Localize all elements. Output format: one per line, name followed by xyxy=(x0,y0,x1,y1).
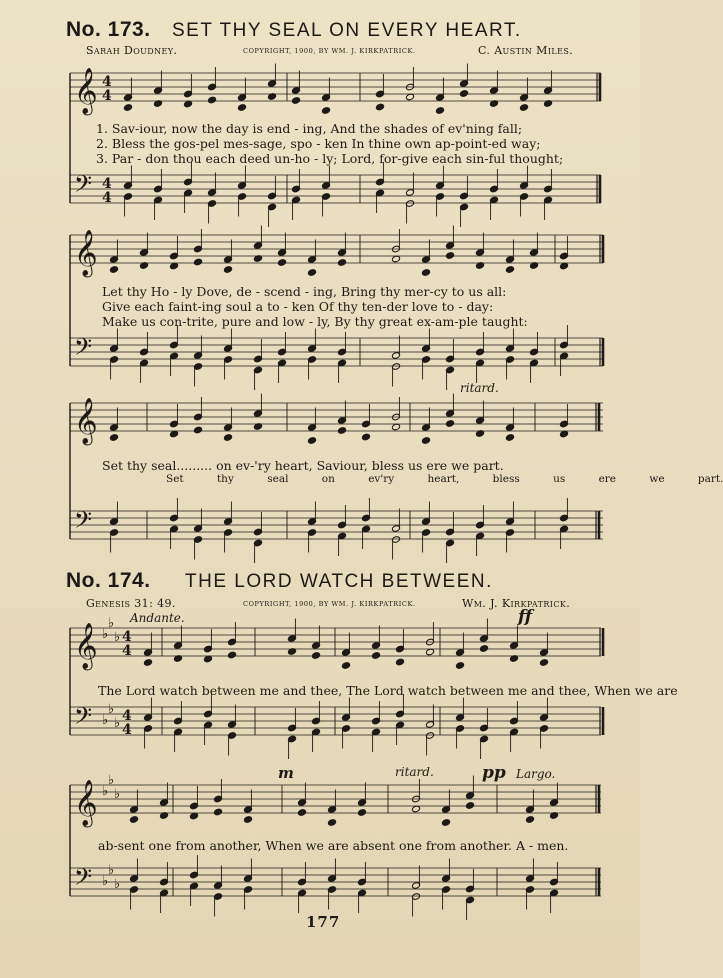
hymn-174-ritard: ritard. xyxy=(395,765,434,779)
hymn-173-system-1-bass-clef: 𝄢 xyxy=(74,170,93,203)
hymn-174-composer: Wm. J. Kirkpatrick. xyxy=(462,597,571,610)
hymn-173-system-2-bass-clef: 𝄢 xyxy=(74,333,93,366)
hymn-174-system-2-treble-alto-note xyxy=(442,819,451,827)
hymn-173-system-2-treble-alto-note xyxy=(446,252,455,260)
hymn-173-system-3-treble-alto-note xyxy=(362,433,371,441)
hymn-174-system-1-treble-alto-note xyxy=(396,658,405,666)
hymn-174-system-2-treble-alto-note xyxy=(358,809,367,817)
hymn-173-system-3-treble-alto-note xyxy=(422,437,431,445)
hymn-173-system-2-treble-alto-note xyxy=(224,266,233,274)
hymn-173-system-1-treble-alto-note xyxy=(436,107,445,115)
hymn-173-system-1-treble-alto-note xyxy=(376,103,385,111)
hymn-174-title: THE LORD WATCH BETWEEN. xyxy=(185,571,493,592)
hymn-174-system-1-treble-alto-note xyxy=(540,659,549,667)
hymn-174-system-1-treble-key-flat: ♭ xyxy=(114,630,121,645)
hymn-173-system-1-treble-alto-note xyxy=(322,107,331,115)
hymn-173-system-1-bass-time-top: 4 xyxy=(102,176,112,192)
hymn-174-pianissimo: pp xyxy=(482,763,506,783)
hymn-174-system-1-treble-alto-note xyxy=(312,652,321,660)
hymn-173-system-3-treble-clef: 𝄞 xyxy=(74,398,98,444)
hymn-174-system-2-treble-alto-note xyxy=(130,816,139,824)
hymn-173-system-3-treble-alto-note xyxy=(506,434,515,442)
hymn-174-system-2-treble-clef: 𝄞 xyxy=(74,780,98,826)
hymn-174-system-2-bass-clef: 𝄢 xyxy=(74,863,93,896)
hymn-173-system-3-treble-alto-note xyxy=(224,434,233,442)
hymn-174-system-1-treble-alto-note xyxy=(342,662,351,670)
hymn-174-system-2-treble-key-flat: ♭ xyxy=(102,784,109,799)
hymn-174-system-1-bass-key-flat: ♭ xyxy=(114,716,121,731)
hymn-174-system-2-bass-key-flat: ♭ xyxy=(102,874,109,889)
hymn-173-system-1-treble-time-bottom: 4 xyxy=(102,88,112,104)
hymn-174-system-1-treble-alto-note xyxy=(228,651,237,659)
hymn-173-system-1-bass-time-bottom: 4 xyxy=(102,190,112,206)
hymn-173-system-3-bass-clef: 𝄢 xyxy=(74,506,93,539)
hymn-173-number: No. 173. xyxy=(66,18,151,41)
hymn-174-system-1-bass-clef: 𝄢 xyxy=(74,702,93,735)
hymn-173-system-2-treble-alto-note xyxy=(110,266,119,274)
hymn-173-verse-2-line-1: 2. Bless the gos-pel mes-sage, spo - ken In thine own ap-point-ed way; xyxy=(96,136,541,151)
hymn-174-scripture: Genesis 31: 49. xyxy=(86,597,176,610)
hymn-174-system-2-treble-alto-note xyxy=(328,819,337,827)
hymn-173-system-3-treble-alto-note xyxy=(338,427,347,435)
hymn-174-copyright: COPYRIGHT, 1900, BY WM. J. KIRKPATRICK. xyxy=(243,600,416,608)
hymn-174-system-1-treble-alto-note xyxy=(372,652,381,660)
hymn-173-system-2-treble-clef: 𝄞 xyxy=(74,230,98,276)
hymn-174-number: No. 174. xyxy=(66,569,151,592)
hymn-174-mezzo: m xyxy=(278,764,294,782)
hymn-174-system-1-treble-key-flat: ♭ xyxy=(102,627,109,642)
hymn-173-verse-2-line-2: Give each faint-ing soul a to - ken Of thy ten-der love to - day: xyxy=(102,299,494,314)
hymn-174-fortissimo: ff xyxy=(518,607,533,627)
hymn-173-system-1-treble-alto-note xyxy=(520,104,529,112)
hymn-174-system-1-treble-alto-note xyxy=(480,645,489,653)
hymn-174-system-1-treble-time-top: 4 xyxy=(122,629,132,645)
hymn-173-system-2-treble-alto-note xyxy=(194,258,203,266)
hymn-174-system-1-treble-time-bottom: 4 xyxy=(122,643,132,659)
hymn-174-lyrics-line-1: The Lord watch between me and thee, The Lord watch between me and thee, When we are xyxy=(98,683,678,698)
hymn-173-system-2-treble-alto-note xyxy=(422,269,431,277)
hymn-173-system-3-treble-alto-note xyxy=(194,426,203,434)
hymn-173-refrain-upper: Set thy seal......... on ev-'ry heart, Saviour, bless us ere we part. xyxy=(102,458,504,473)
hymn-173-system-3-treble-alto-note xyxy=(308,437,317,445)
hymn-173-title: SET THY SEAL ON EVERY HEART. xyxy=(172,20,522,41)
hymn-174-lyrics-line-2: ab-sent one from another, When we are absent one from another. A - men. xyxy=(98,838,569,853)
hymn-174-system-2-bass-key-flat: ♭ xyxy=(114,877,121,892)
hymn-173-system-1-treble-alto-note xyxy=(208,96,217,104)
hymn-173-verse-1-line-1: 1. Sav-iour, now the day is end - ing, And the shades of ev'ning fall; xyxy=(96,121,523,136)
hymn-173-system-1-treble-clef: 𝄞 xyxy=(74,68,98,114)
hymn-174-system-2-bass-key-flat: ♭ xyxy=(108,863,115,878)
hymn-173-system-2-treble-alto-note xyxy=(308,269,317,277)
hymn-174-system-1-bass-time-top: 4 xyxy=(122,708,132,724)
hymn-174-system-1-treble-clef: 𝄞 xyxy=(74,623,98,669)
hymn-174-system-2-treble-alto-note xyxy=(466,802,475,810)
hymn-174-system-2-treble-alto-note xyxy=(526,816,535,824)
hymn-174-system-1-bass-key-flat: ♭ xyxy=(102,713,109,728)
hymn-174-system-2-treble-alto-note xyxy=(298,809,307,817)
hymn-174-system-2-treble-key-flat: ♭ xyxy=(108,773,115,788)
hymn-174-system-2-treble-key-flat: ♭ xyxy=(114,787,121,802)
hymn-173-system-3-treble-alto-note xyxy=(446,420,455,428)
hymn-173-system-1-treble-alto-note xyxy=(292,97,301,105)
hymn-173-system-1-treble-alto-note xyxy=(124,104,133,112)
hymn-174-tempo: Andante. xyxy=(130,611,185,625)
hymn-174-system-1-treble-key-flat: ♭ xyxy=(108,616,115,631)
hymn-174-system-2-treble-alto-note xyxy=(244,816,253,824)
hymn-173-system-3-treble-alto-note xyxy=(110,434,119,442)
hymn-173-refrain-lower: Set thy seal on ev'ry heart, bless us ere we part. xyxy=(166,473,723,485)
hymn-174-system-1-treble-alto-note xyxy=(144,659,153,667)
hymn-173-verse-3-line-1: 3. Par - don thou each deed un-ho - ly; Lord, for-give each sin-ful thought; xyxy=(96,151,564,166)
hymn-173-system-2-treble-alto-note xyxy=(338,259,347,267)
page-number: 177 xyxy=(306,913,341,931)
hymn-174-system-1-bass-time-bottom: 4 xyxy=(122,722,132,738)
hymn-173-copyright: COPYRIGHT, 1900, BY WM. J. KIRKPATRICK. xyxy=(243,47,416,55)
hymn-174-system-1-treble-alto-note xyxy=(456,662,465,670)
hymn-173-system-2-treble-alto-note xyxy=(506,266,515,274)
hymn-173-composer: C. Austin Miles. xyxy=(478,44,574,57)
hymn-173-verse-3-line-2: Make us con-trite, pure and low - ly, By thy great ex-am-ple taught: xyxy=(102,314,528,329)
hymn-173-system-2-treble-alto-note xyxy=(278,259,287,267)
hymn-173-verse-1-line-2: Let thy Ho - ly Dove, de - scend - ing, Bring thy mer-cy to us all: xyxy=(102,284,507,299)
hymn-173-system-1-treble-alto-note xyxy=(238,104,247,112)
hymn-173-ritard: ritard. xyxy=(460,381,499,395)
hymn-173-author: Sarah Doudney. xyxy=(86,44,178,57)
hymn-174-system-1-bass-key-flat: ♭ xyxy=(108,702,115,717)
hymn-173-system-1-treble-time-top: 4 xyxy=(102,74,112,90)
hymn-174-system-2-treble-alto-note xyxy=(214,808,223,816)
hymn-174-largo: Largo. xyxy=(516,767,556,781)
hymn-173-system-1-treble-alto-note xyxy=(460,90,469,98)
